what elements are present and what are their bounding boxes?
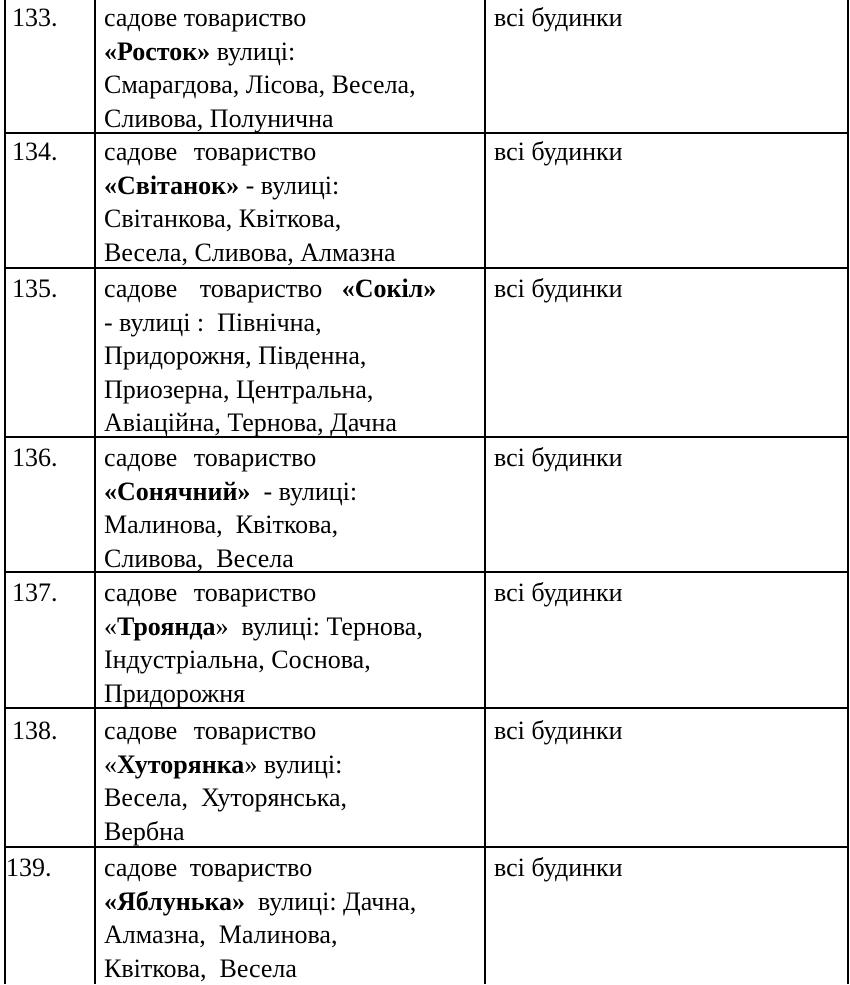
row-number: 133. [12, 3, 58, 32]
row-number: 136. [12, 443, 58, 472]
org-type: садове товариство [104, 137, 317, 166]
org-type: садове товариство [104, 274, 323, 303]
org-type: садове товариство [104, 443, 317, 472]
table-row [4, 269, 849, 438]
row-number: 139. [6, 853, 52, 882]
row-description: садове товариство «Троянда» вулиці: Тернова, Індустріальна, Соснова, Придорожня [104, 578, 423, 708]
row-description: садове товариство «Яблунька» вулиці: Дачна, Алмазна, Малинова, Квіткова, Весела [104, 853, 417, 983]
houses-value: всі будинки [494, 853, 623, 882]
society-name: Троянда [117, 611, 216, 641]
table-row [4, 573, 849, 709]
houses-value: всі будинки [494, 716, 623, 745]
society-name: «Сонячний» [104, 476, 251, 506]
houses-value: всі будинки [494, 3, 623, 32]
houses-value: всі будинки [494, 443, 623, 472]
houses-value: всі будинки [494, 137, 623, 166]
row-description: садове товариство «Сокіл» - вулиці : Північна, Придорожня, Південна, Приозерна, Центральна, Авіаційна, Тернова, Дачна [104, 274, 437, 437]
society-name: «Світанок» [104, 170, 240, 200]
row-description: садове товариство «Світанок» - вулиці: Світанкова, Квіткова, Весела, Сливова, Алмазна [104, 137, 396, 267]
houses-value: всі будинки [494, 578, 623, 607]
org-type: садове товариство [104, 3, 307, 32]
table-row [4, 709, 849, 848]
houses-value: всі будинки [494, 274, 623, 303]
society-name: «Росток» [104, 36, 211, 66]
row-description: садове товариство «Сонячний» - вулиці: Малинова, Квіткова, Сливова, Весела [104, 443, 358, 573]
table-row [4, 134, 849, 269]
row-number: 134. [12, 137, 58, 166]
org-type: садове товариство [104, 716, 317, 745]
table-row [4, 848, 849, 984]
row-description: садове товариство «Росток» вулиці: Смарагдова, Лісова, Весела, Сливова, Полунична [104, 3, 416, 133]
table-row [4, 0, 849, 134]
table-row [4, 438, 849, 573]
society-name: Хуторянка [117, 749, 245, 779]
society-name: «Яблунька» [104, 886, 246, 916]
row-number: 138. [12, 716, 58, 745]
org-type: садове товариство [104, 578, 317, 607]
org-type: садове товариство [104, 853, 313, 882]
society-name: «Сокіл» [341, 274, 437, 303]
row-number: 135. [12, 274, 58, 303]
row-description: садове товариство «Хуторянка» вулиці: Весела, Хуторянська, Вербна [104, 716, 348, 846]
row-number: 137. [12, 578, 58, 607]
